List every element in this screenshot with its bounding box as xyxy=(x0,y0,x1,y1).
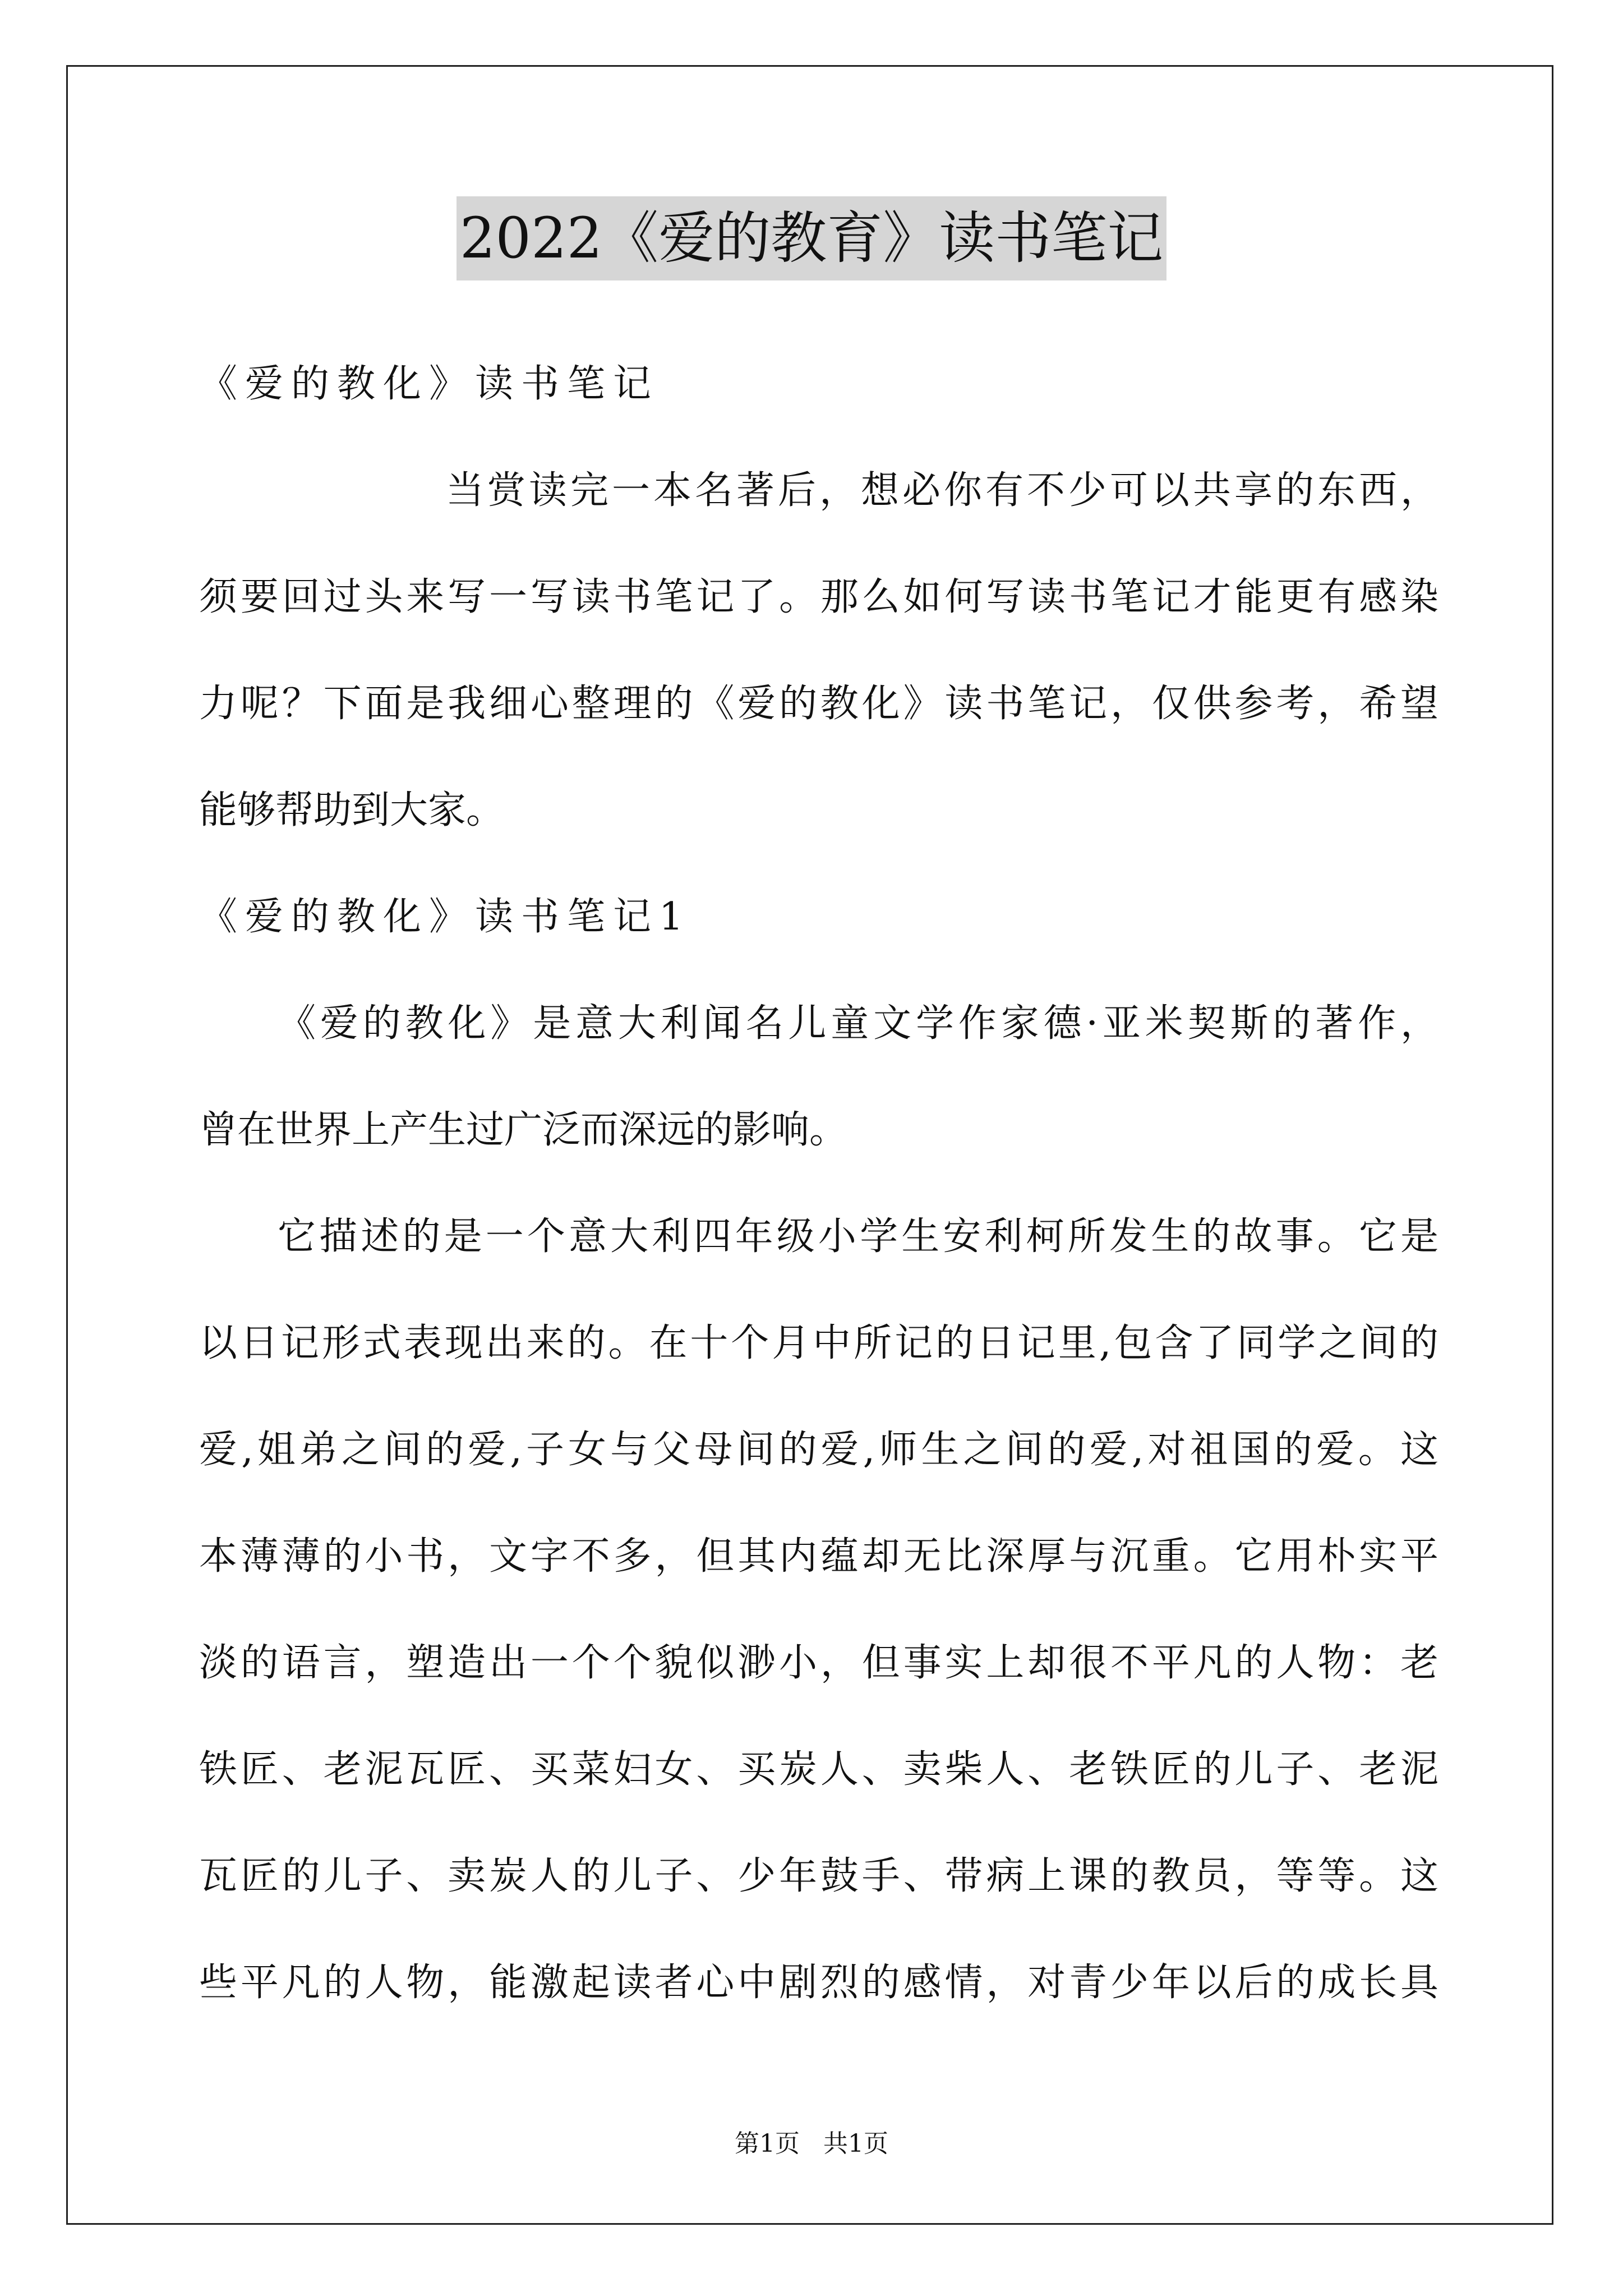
paragraph-line: 些平凡的人物，能激起读者心中剧烈的感情，对青少年以后的成长具 xyxy=(199,1961,1438,2005)
intro-paragraph xyxy=(199,438,1438,864)
title-wrap xyxy=(0,196,1623,280)
document-title: 2022《爱的教育》读书笔记 xyxy=(457,196,1167,280)
subtitle: 《爱的教化》读书笔记 xyxy=(199,362,660,406)
paragraph-line: 它描述的是一个意大利四年级小学生安利柯所发生的故事。它是 xyxy=(278,1214,1438,1259)
section-heading: 《爱的教化》读书笔记1 xyxy=(199,895,691,939)
paragraph-1 xyxy=(199,970,1438,1184)
paragraph-line: 本薄薄的小书，文字不多，但其内蕴却无比深厚与沉重。它用朴实平 xyxy=(199,1534,1438,1579)
paragraph-line: 以日记形式表现出来的。在十个月中所记的日记里,包含了同学之间的 xyxy=(199,1321,1438,1365)
intro-line: 力呢？下面是我细心整理的《爱的教化》读书笔记，仅供参考，希望 xyxy=(199,682,1438,726)
paragraph-line: 《爱的教化》是意大利闻名儿童文学作家德·亚米契斯的著作， xyxy=(278,1001,1438,1046)
paragraph-line: 瓦匠的儿子、卖炭人的儿子、少年鼓手、带病上课的教员，等等。这 xyxy=(199,1854,1438,1898)
intro-line: 须要回过头来写一写读书笔记了。那么如何写读书笔记才能更有感染 xyxy=(199,575,1438,619)
intro-line: 能够帮助到大家。 xyxy=(199,788,505,832)
paragraph-line: 曾在世界上产生过广泛而深远的影响。 xyxy=(199,1108,848,1152)
paragraph-line: 铁匠、老泥瓦匠、买菜妇女、买炭人、卖柴人、老铁匠的儿子、老泥 xyxy=(199,1747,1438,1792)
page-footer xyxy=(0,2127,1623,2161)
paragraph-line: 爱,姐弟之间的爱,子女与父母间的爱,师生之间的爱,对祖国的爱。这 xyxy=(199,1428,1438,1472)
page-number: 第1页 xyxy=(735,2129,800,2158)
page-total: 共1页 xyxy=(823,2129,888,2158)
paragraph-2 xyxy=(199,1184,1438,2036)
intro-line: 当赏读完一本名著后，想必你有不少可以共享的东西， xyxy=(446,468,1438,513)
paragraph-line: 淡的语言，塑造出一个个貌似渺小，但事实上却很不平凡的人物：老 xyxy=(199,1641,1438,1685)
